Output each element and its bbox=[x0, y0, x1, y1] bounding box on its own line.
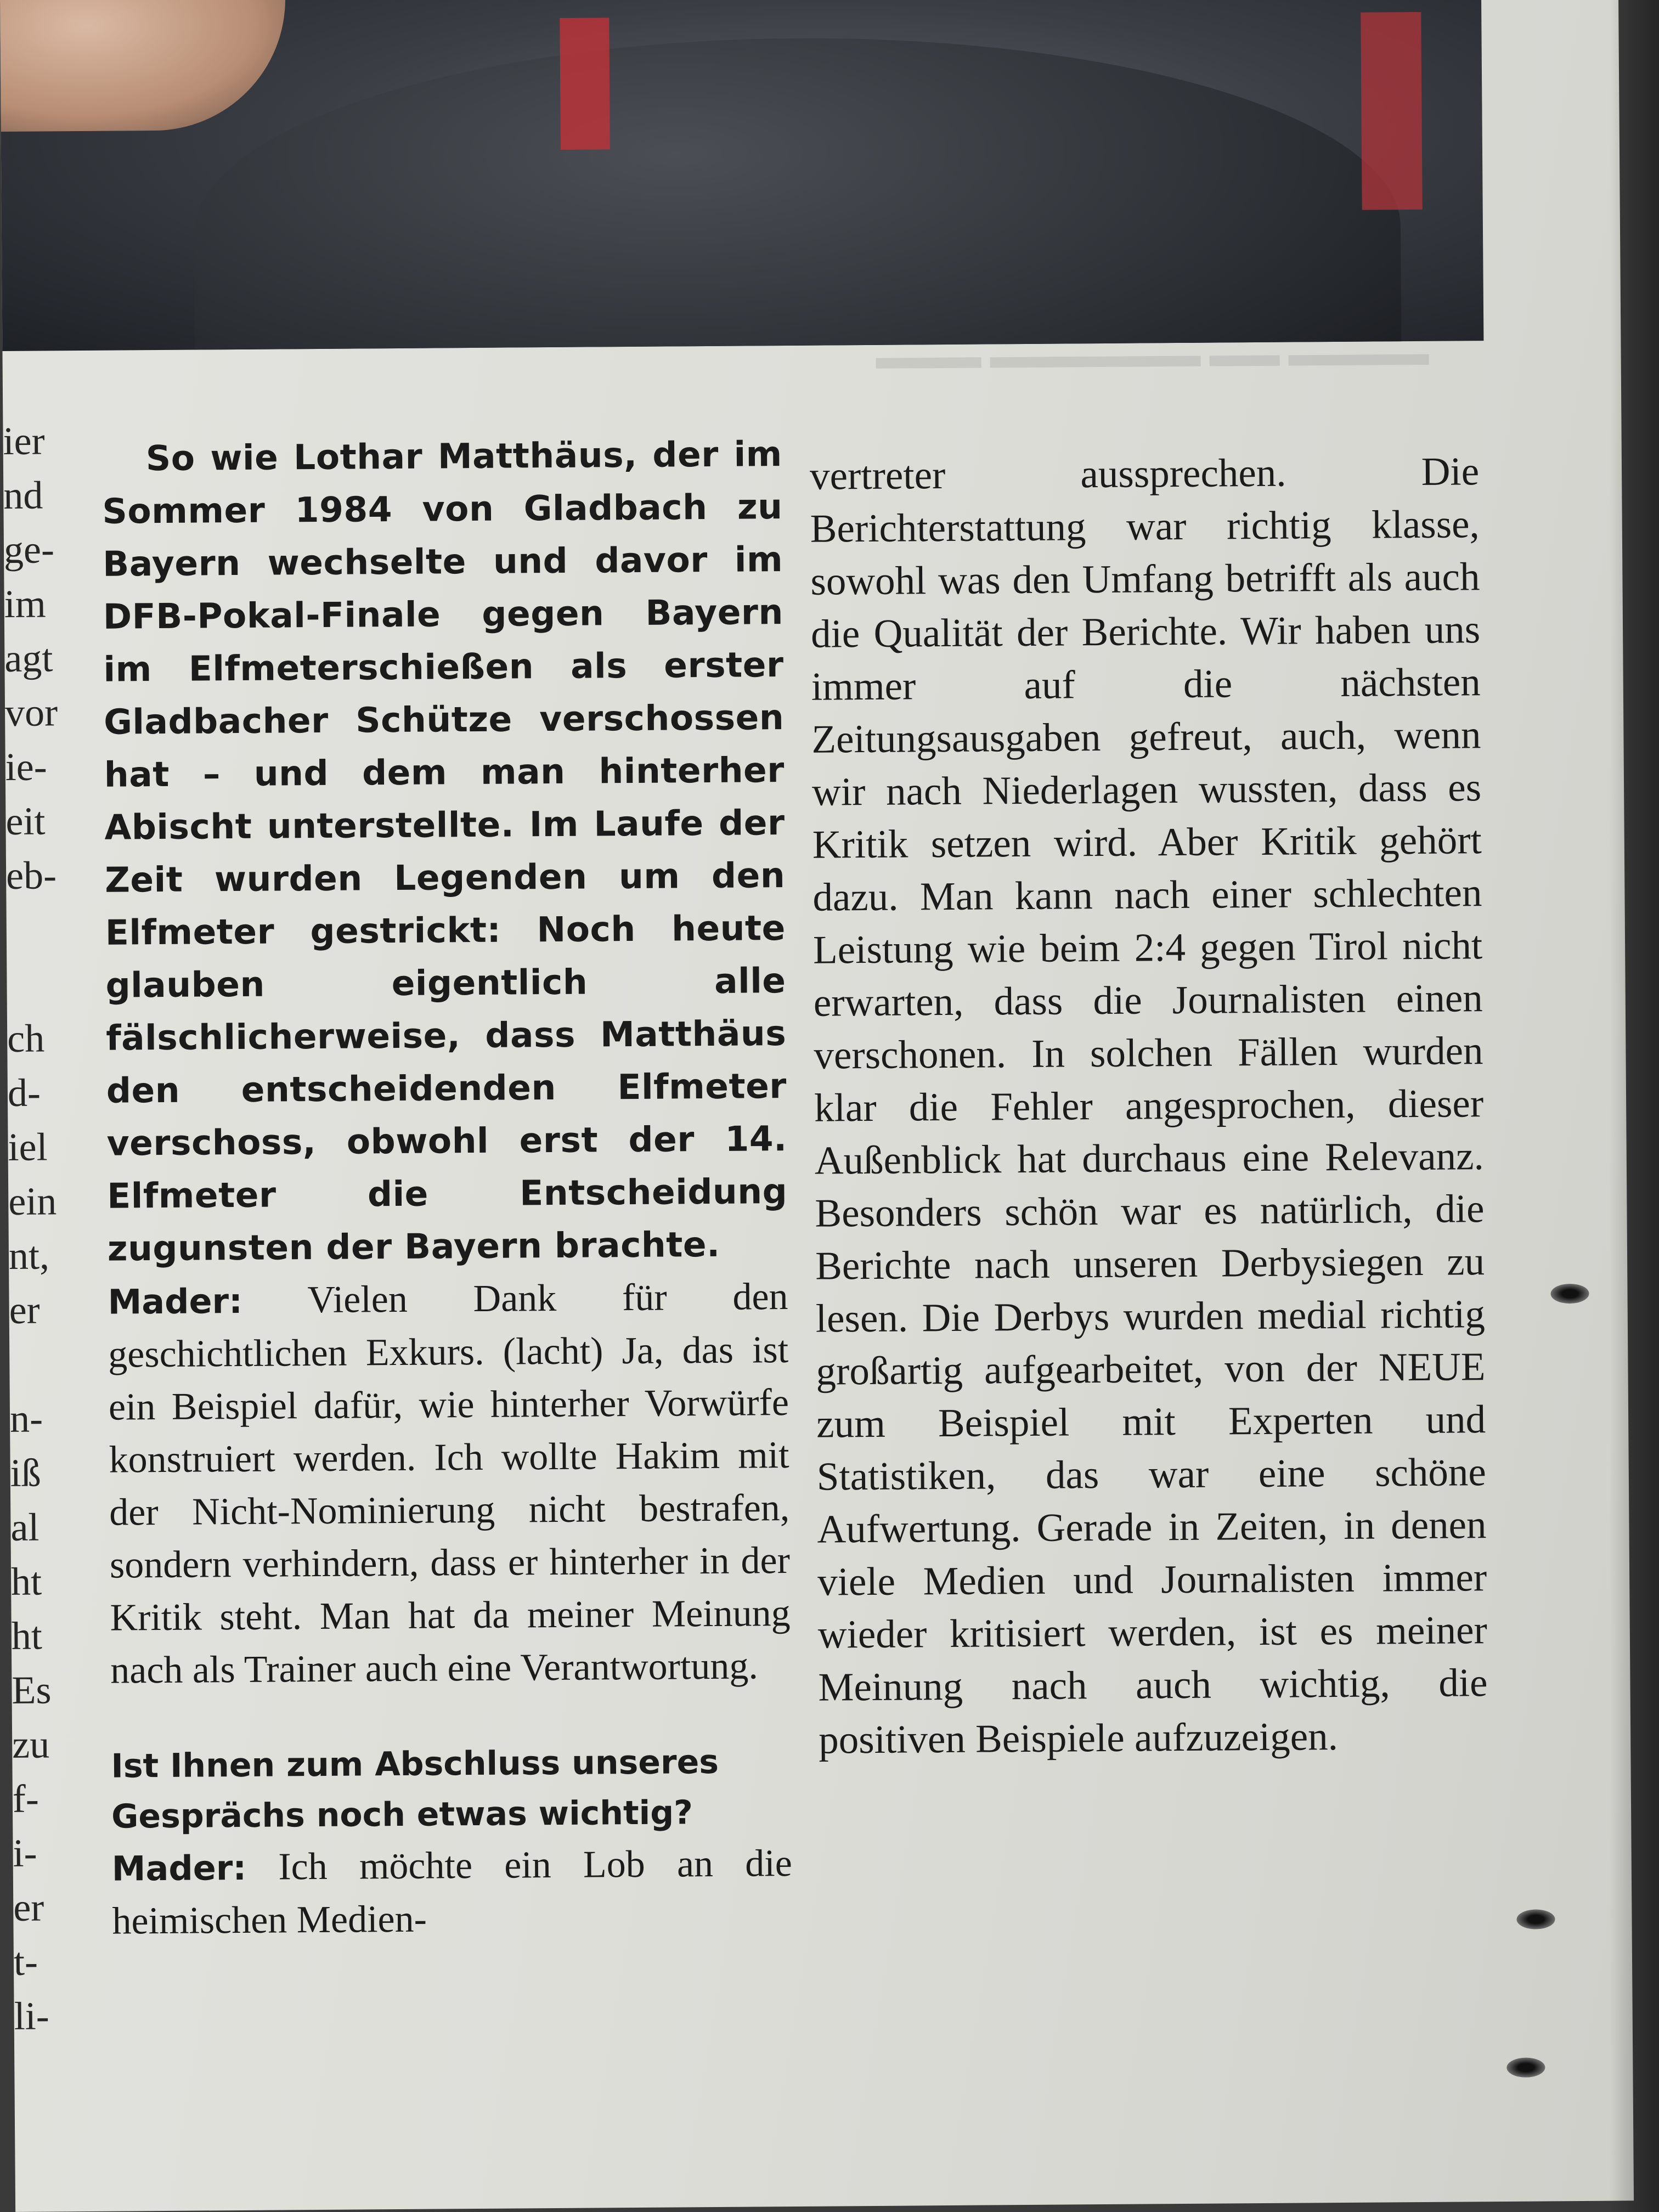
fragment-line: im bbox=[4, 582, 46, 626]
photo-red-stripe-left bbox=[560, 18, 610, 150]
show-through-text: ▬▬▬▬ ▬▬ ▬▬▬▬▬▬ ▬▬▬ bbox=[876, 333, 1429, 376]
answer-1: Mader: Vielen Dank für den geschichtlichen Exkurs. (lacht) Ja, das ist ein Beispiel dafür, wie hinterher Vorwürfe konstruiert werden. Ich wollte Hakim mit der Nicht-Nominierung nicht bestrafen, sondern verhindern, dass er hinterher in der Kritik steht. Man hat da meiner Meinung nach als Trainer auch eine Verantwortung. bbox=[108, 1276, 791, 1692]
fragment-line: er bbox=[13, 1885, 44, 1929]
fragment-line: eb- bbox=[5, 853, 57, 898]
fragment-line: ht bbox=[11, 1613, 43, 1658]
paper-hole bbox=[1516, 1909, 1555, 1929]
photo-jacket bbox=[193, 34, 1402, 351]
question-2: Ist Ihnen zum Abschluss unseres Gesprächs noch etwas wichtig? bbox=[111, 1742, 719, 1836]
answer-2-continued: vertreter aussprechen. Die Berichterstattung war richtig klasse, sowohl was den Umfang betrifft als auch die Qualität der Berichte. Wir haben uns immer auf die nächsten Zeitungsausgaben gefreut, auch, wenn wir nach Niederlagen wussten, dass es Kritik setzen wird. Aber Kritik gehört dazu. Man kann nach einer schlechten Leistung wie beim 2:4 gegen Tirol nicht erwarten, dass die Journalisten einen verschonen. In solchen Fällen wurden klar die Fehler angesprochen, dieser Außenblick hat durchaus eine Relevanz. Besonders schön war es natürlich, die Berichte nach unseren Derbysiegen zu lesen. Die Derbys wurden medial richtig großartig aufgearbeitet, von der NEUE zum Beispiel mit Experten und Statistiken, das war eine schöne Aufwertung. Gerade in Zeiten, in denen viele Medien und Journalisten immer wieder kritisiert werden, ist es meiner Meinung nach auch wichtig, die positiven Beispiele aufzuzeigen. bbox=[809, 449, 1488, 1762]
fragment-line: Es bbox=[12, 1668, 52, 1712]
fragment-line: ie- bbox=[5, 744, 47, 789]
fragment-line: iß bbox=[10, 1451, 42, 1495]
article-photo bbox=[0, 0, 1483, 351]
paper-hole bbox=[1550, 1284, 1589, 1304]
speaker-label: Mader: bbox=[108, 1280, 243, 1322]
photo-red-stripe-right bbox=[1361, 12, 1423, 210]
fragment-line: vor bbox=[4, 690, 58, 735]
fragment-line: nd bbox=[3, 473, 43, 517]
fragment-line: d- bbox=[7, 1070, 41, 1115]
fragment-line: nt, bbox=[8, 1233, 50, 1278]
fragment-line bbox=[7, 957, 73, 1012]
fragment-line: ch bbox=[7, 1016, 45, 1060]
article-column-middle bbox=[102, 428, 793, 1948]
fragment-line: f- bbox=[12, 1776, 40, 1821]
fragment-line: eit bbox=[5, 799, 46, 843]
fragment-line: li- bbox=[14, 1994, 49, 2038]
page-edge-shadow bbox=[1610, 0, 1659, 2212]
fragment-line: n- bbox=[9, 1396, 43, 1441]
fragment-line: agt bbox=[4, 636, 53, 680]
article-column-right bbox=[810, 445, 1488, 1766]
fragment-line: ein bbox=[8, 1179, 57, 1223]
fragment-line: er bbox=[9, 1288, 40, 1332]
fragment-line: i- bbox=[13, 1831, 37, 1875]
fragment-line: ht bbox=[10, 1559, 42, 1604]
intro-paragraph: So wie Lothar Matthäus, der im Sommer 1984 von Gladbach zu Bayern wechselte und davor im DFB-Pokal-Finale gegen Bayern im Elfmeterschießen als erster Gladbacher Schütze verschossen hat – und dem man hinterher Abischt unterstellte. Im Laufe der Zeit wurden Legenden um den Elfmeter gestrickt: Noch heute glauben eigentlich alle fälschlicherweise, dass Matthäus den entscheidenden Elfmeter verschoss, obwohl erst der 14. Elfmeter die Entscheidung zugunsten der Bayern brachte. bbox=[102, 434, 788, 1269]
fragment-line bbox=[6, 902, 72, 957]
fragment-line: t- bbox=[13, 1939, 38, 1984]
answer-2-start: Mader: Ich möchte ein Lob an die heimischen Medien- bbox=[111, 1842, 793, 1943]
paper-hole bbox=[1506, 2057, 1545, 2077]
fragment-line: al bbox=[10, 1505, 40, 1549]
fragment-line: ge- bbox=[3, 527, 55, 572]
fragment-line: ier bbox=[3, 419, 45, 463]
photo-hand bbox=[0, 0, 286, 132]
speaker-label: Mader: bbox=[111, 1847, 247, 1889]
left-column-fragments bbox=[3, 414, 80, 2044]
fragment-line: iel bbox=[8, 1125, 48, 1169]
fragment-line bbox=[9, 1337, 76, 1392]
fragment-line: zu bbox=[12, 1722, 50, 1767]
